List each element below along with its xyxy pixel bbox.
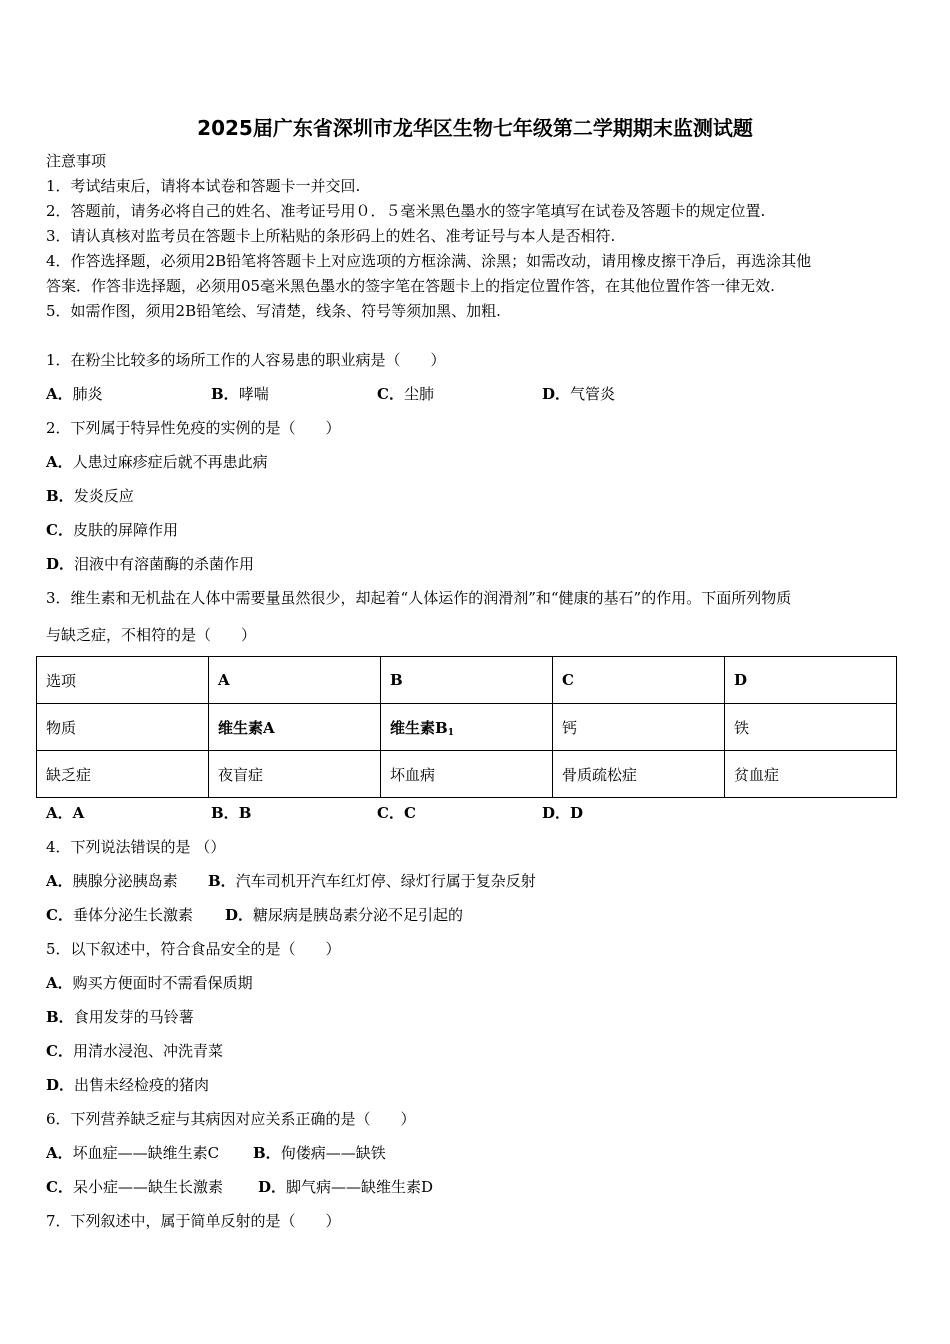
q3-option-b[interactable]: B．B [211, 804, 252, 822]
q1-option-b[interactable]: B．哮喘 [211, 385, 269, 403]
notice-heading: 注意事项 [46, 152, 107, 170]
q2-option-b[interactable]: B．发炎反应 [46, 487, 134, 505]
q2-option-d[interactable]: D．泪液中有溶菌酶的杀菌作用 [46, 555, 255, 573]
table-cell: 维生素$B_1$ [381, 704, 553, 751]
q6-option-b[interactable]: B．佝偻病——缺铁 [253, 1144, 386, 1162]
q5-option-c[interactable]: C．用清水浸泡、冲洗青菜 [46, 1042, 223, 1060]
q3-table [36, 656, 897, 798]
table-cell: 贫血症 [725, 751, 897, 798]
table-cell: 缺乏症 [37, 751, 209, 798]
table-cell: 选项 [37, 657, 209, 704]
q2-option-a[interactable]: A．人患过麻疹症后就不再患此病 [46, 453, 268, 471]
table-row [37, 657, 897, 704]
table-cell: C [553, 657, 725, 704]
q6-option-a[interactable]: A．坏血症——缺维生素C [46, 1144, 220, 1162]
q6-option-d[interactable]: D．脚气病——缺维生素D [258, 1178, 434, 1196]
q3-option-d[interactable]: D．D [542, 804, 584, 822]
notice-item: 5．如需作图，须用2B铅笔绘、写清楚，线条、符号等须加黑、加粗. [46, 302, 501, 320]
page-title: 2025届广东省深圳市龙华区生物七年级第二学期期末监测试题 [197, 116, 753, 140]
q5-option-b[interactable]: B．食用发芽的马铃薯 [46, 1008, 194, 1026]
question-5-stem: 5．以下叙述中，符合食品安全的是（ ） [46, 940, 341, 958]
table-cell: 维生素A [209, 704, 381, 751]
table-cell: B [381, 657, 553, 704]
q1-option-a[interactable]: A．肺炎 [46, 385, 103, 403]
table-cell: 骨质疏松症 [553, 751, 725, 798]
q5-option-d[interactable]: D．出售未经检疫的猪肉 [46, 1076, 210, 1094]
q2-option-c[interactable]: C．皮肤的屏障作用 [46, 521, 178, 539]
notice-item: 3．请认真核对监考员在答题卡上所粘贴的条形码上的姓名、准考证号与本人是否相符. [46, 227, 616, 245]
notice-item: 2．答题前，请务必将自己的姓名、准考证号用０．５毫米黑色墨水的签字笔填写在试卷及答题卡的规定位置. [46, 202, 766, 220]
notice-item: 1．考试结束后，请将本试卷和答题卡一并交回. [46, 177, 361, 195]
q4-option-b[interactable]: B．汽车司机开汽车红灯停、绿灯行属于复杂反射 [208, 872, 536, 890]
table-cell: 钙 [553, 704, 725, 751]
q4-option-c[interactable]: C．垂体分泌生长激素 [46, 906, 193, 924]
question-6-stem: 6．下列营养缺乏症与其病因对应关系正确的是（ ） [46, 1110, 416, 1128]
q3-option-a[interactable]: A．A [46, 804, 85, 822]
table-cell: D [725, 657, 897, 704]
question-3-stem: 3．维生素和无机盐在人体中需要量虽然很少，却起着“人体运作的润滑剂”和“健康的基石”的作用。下面所列物质 [46, 589, 792, 607]
q1-option-d[interactable]: D．气管炎 [542, 385, 616, 403]
table-cell: 铁 [725, 704, 897, 751]
table-cell: 坏血病 [381, 751, 553, 798]
table-row [37, 704, 897, 751]
question-2-stem: 2．下列属于特异性免疫的实例的是（ ） [46, 419, 341, 437]
table-cell: 物质 [37, 704, 209, 751]
q6-option-c[interactable]: C．呆小症——缺生长激素 [46, 1178, 223, 1196]
q4-option-d[interactable]: D．糖尿病是胰岛素分泌不足引起的 [225, 906, 464, 924]
question-4-stem: 4．下列说法错误的是 （） [46, 838, 226, 856]
table-row [37, 751, 897, 798]
q4-option-a[interactable]: A．胰腺分泌胰岛素 [46, 872, 178, 890]
notice-item: 答案．作答非选择题，必须用05毫米黑色墨水的签字笔在答题卡上的指定位置作答，在其他位置作答一律无效. [46, 277, 775, 295]
question-3-stem-cont: 与缺乏症，不相符的是（ ） [46, 626, 257, 644]
q3-option-c[interactable]: C．C [377, 804, 416, 822]
question-1-stem: 1．在粉尘比较多的场所工作的人容易患的职业病是（ ） [46, 351, 446, 369]
table-cell: 夜盲症 [209, 751, 381, 798]
table-cell: A [209, 657, 381, 704]
q1-option-c[interactable]: C．尘肺 [377, 385, 434, 403]
question-7-stem: 7．下列叙述中，属于简单反射的是（ ） [46, 1212, 341, 1230]
q5-option-a[interactable]: A．购买方便面时不需看保质期 [46, 974, 253, 992]
notice-item: 4．作答选择题，必须用2B铅笔将答题卡上对应选项的方框涂满、涂黑；如需改动，请用橡皮擦干净后，再选涂其他 [46, 252, 812, 270]
